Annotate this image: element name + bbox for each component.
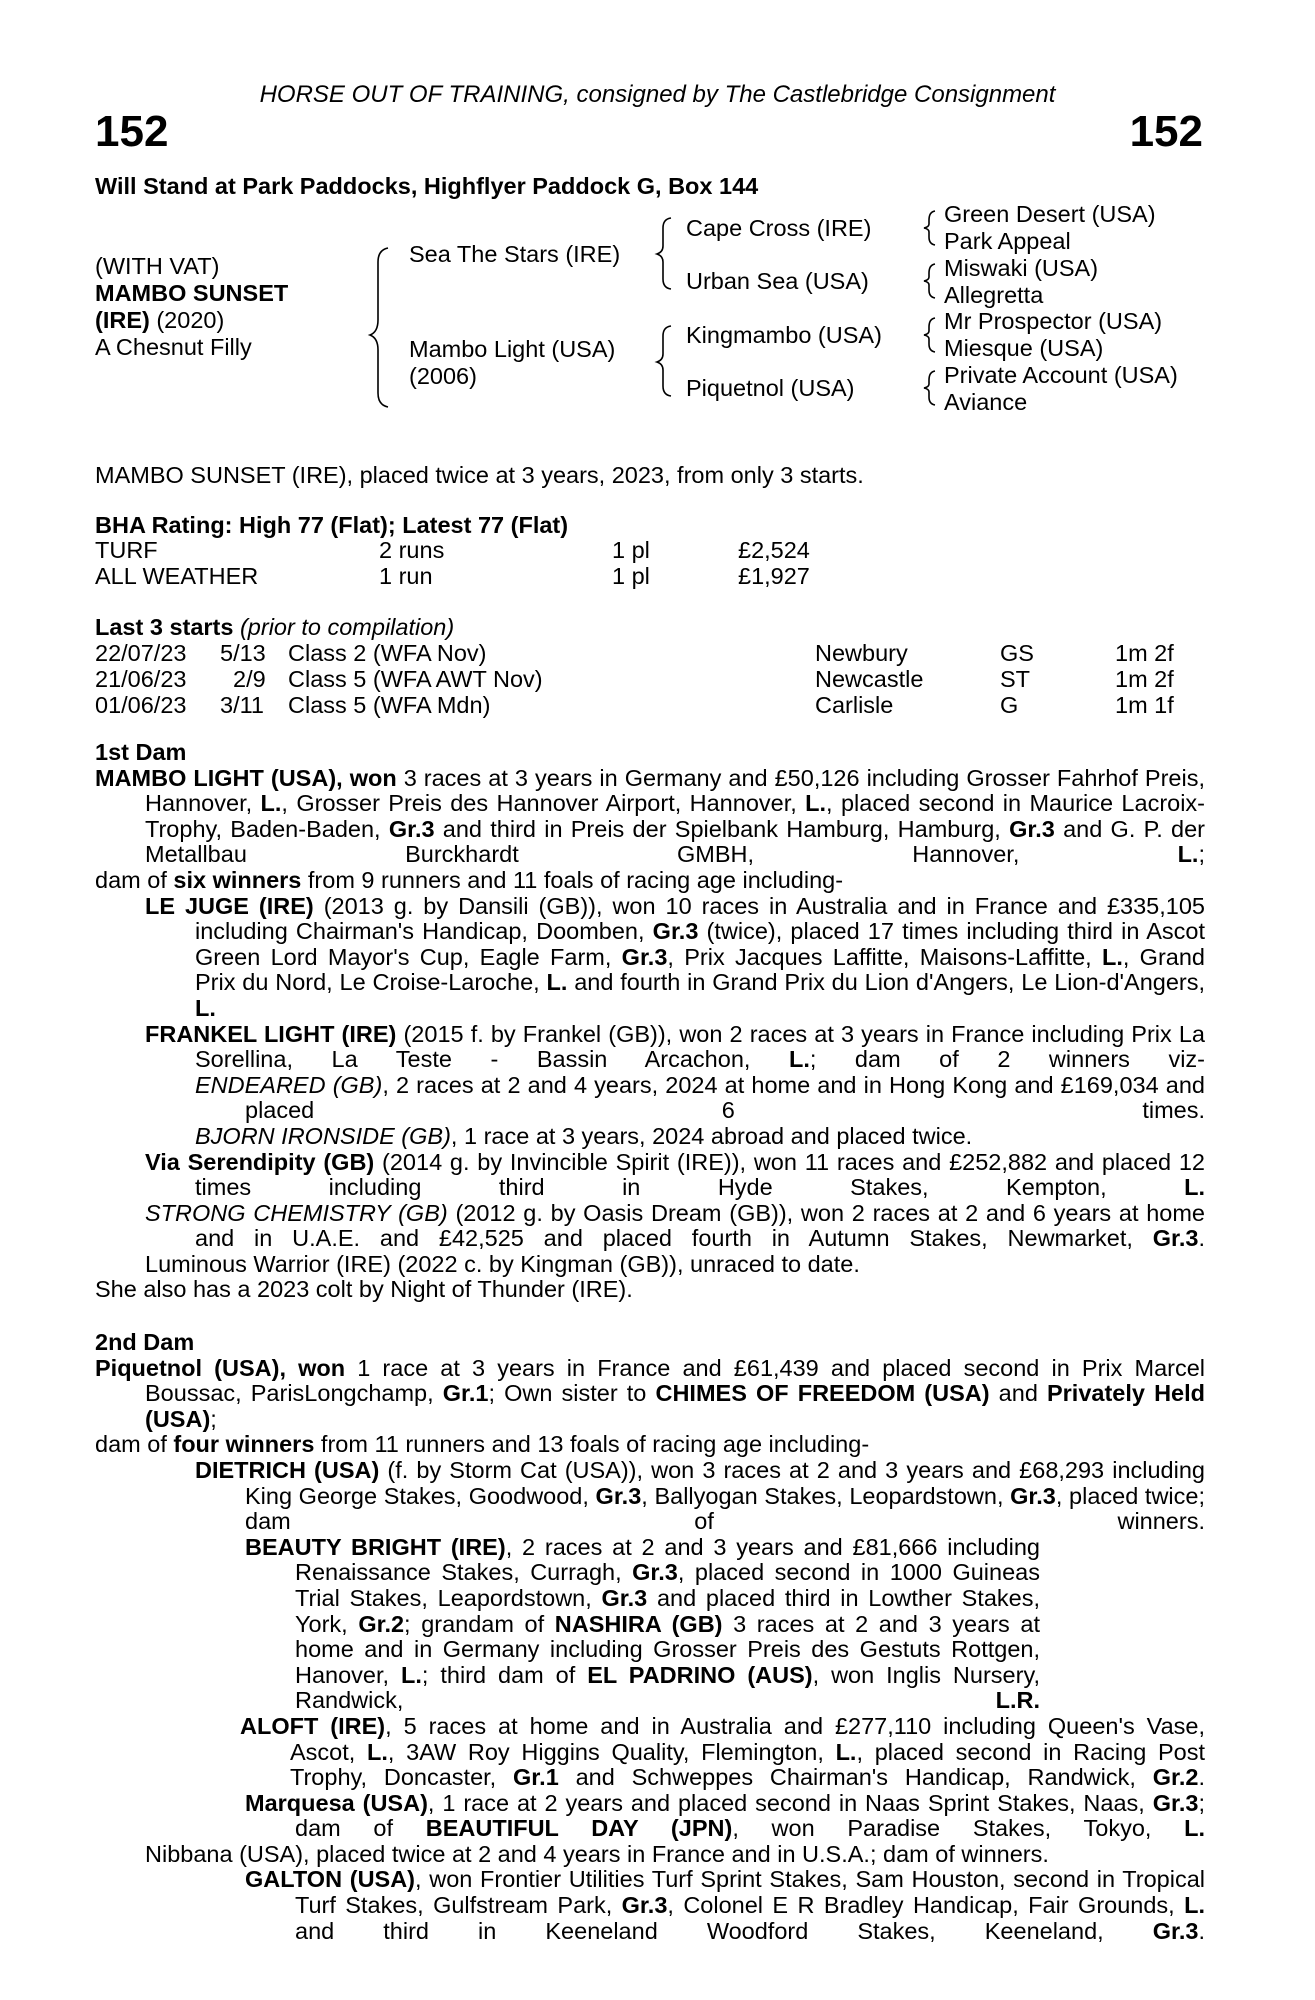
rating-prize: £2,524 [738, 537, 810, 563]
produce-beauty-bright: BEAUTY BRIGHT (IRE), 2 races at 2 and 3 years and £81,666 including Renaissance Stakes, Curragh, Gr.3, placed second in 1000 Guineas Trial Stakes, Leapordstown, Gr.3 and placed third in Lowther Stakes, York, Gr.2; grandam of NASHIRA (GB) 3 races at 2 and 3 years at home and in Germany including Grosser Preis des Gestuts Rottgen, Hanover, L.; third dam of EL PADRINO (AUS), won Inglis Nursery, Randwick, L.R. [245, 1533, 1040, 1714]
dam-dam: Piquetnol (USA) [686, 375, 855, 401]
brace-urban-sea [924, 264, 935, 298]
second-dam-produce-summary: dam of four winners from 11 runners and 13 foals of racing age including- [95, 1431, 870, 1458]
start-going: ST [1000, 666, 1031, 692]
start-position: 3/11 [220, 692, 264, 718]
brace-cape-cross [924, 211, 935, 245]
dam-year: (2006) [409, 363, 477, 389]
brace-sire [657, 218, 671, 289]
rating-runs: 2 runs [379, 537, 445, 563]
rating-title: BHA Rating: High 77 (Flat); Latest 77 (Flat) [95, 512, 569, 538]
rating-placed: 1 pl [612, 563, 650, 589]
start-going: G [1000, 692, 1019, 718]
start-race: Class 2 (WFA Nov) [288, 640, 487, 666]
consignment-line: HORSE OUT OF TRAINING, consigned by The Castlebridge Consignment [259, 81, 1056, 108]
first-dam-section [95, 740, 1205, 1303]
second-dam-section [95, 1330, 1205, 1944]
produce-strong-chemistry: STRONG CHEMISTRY (GB) (2012 g. by Oasis Dream (GB)), won 2 races at 2 and 6 years at home and in U.A.E. and £42,525 and placed fourth in Autumn Stakes, Newmarket, Gr.3. [145, 1199, 1206, 1252]
brace-dam [657, 326, 671, 396]
horse-name: MAMBO SUNSET [95, 280, 289, 306]
brace-piquetnol [924, 371, 935, 405]
g3-3: Miswaki (USA) [944, 255, 1099, 281]
start-going: GS [1000, 640, 1034, 666]
sire-dam: Urban Sea (USA) [686, 268, 869, 294]
produce-le-juge: LE JUGE (IRE) (2013 g. by Dansili (GB)), won 10 races in Australia and in France and £335,105 including Chairman's Handicap, Doomben, Gr.3 (twice), placed 17 times including third in Ascot Green Lord Mayor's Cup, Eagle Farm, Gr.3, Prix Jacques Laffitte, Maisons-Laffitte, L., Grand Prix du Nord, Le Croise-Laroche, L. and fourth in Grand Prix du Lion d'Angers, Le Lion-d'Angers, L. [145, 892, 1206, 1021]
produce-galton: GALTON (USA), won Frontier Utilities Turf Sprint Stakes, Sam Houston, second in Tropical Turf Stakes, Gulfstream Park, Gr.3, Colonel E R Bradley Handicap, Fair Grounds, L. and third in Keeneland Woodford Stakes, Keeneland, Gr.3. [245, 1866, 1205, 1944]
start-course: Carlisle [815, 692, 894, 718]
rating-surface: ALL WEATHER [95, 563, 259, 589]
second-dam-heading: 2nd Dam [95, 1329, 195, 1355]
race-summary: MAMBO SUNSET (IRE), placed twice at 3 years, 2023, from only 3 starts. [95, 462, 864, 488]
start-position: 2/9 [233, 666, 266, 692]
second-dam-record: Piquetnol (USA), won 1 race at 3 years in France and £61,439 and placed second in Prix Marcel Boussac, ParisLongchamp, Gr.1; Own sister to CHIMES OF FREEDOM (USA) and Privately Held (USA); [95, 1354, 1206, 1432]
start-course: Newbury [815, 640, 908, 666]
produce-endeared: ENDEARED (GB), 2 races at 2 and 4 years, 2024 at home and in Hong Kong and £169,034 and placed 6 times. [195, 1071, 1206, 1124]
start-distance: 1m 1f [1115, 692, 1174, 718]
last-starts-note: (prior to compilation) [233, 614, 455, 640]
rating-surface: TURF [95, 537, 158, 563]
produce-dietrich: DIETRICH (USA) (f. by Storm Cat (USA)), won 3 races at 2 and 3 years and £68,293 including King George Stakes, Goodwood, Gr.3, Ballyogan Stakes, Leopardstown, Gr.3, placed twice; dam of winners. [195, 1456, 1205, 1535]
start-race: Class 5 (WFA Mdn) [288, 692, 491, 718]
g3-7: Private Account (USA) [944, 362, 1178, 388]
g3-6: Miesque (USA) [944, 335, 1104, 361]
produce-bjorn-ironside: BJORN IRONSIDE (GB), 1 race at 3 years, 2024 abroad and placed twice. [195, 1122, 973, 1149]
last-starts-title: Last 3 starts [95, 614, 234, 640]
produce-via-serendipity: Via Serendipity (GB) (2014 g. by Invincible Spirit (IRE)), won 11 races and £252,882 and placed 12 times including third in Hyde Stakes, Kempton, L. [145, 1148, 1205, 1201]
first-dam-heading: 1st Dam [95, 739, 187, 765]
horse-country: (IRE) [95, 307, 150, 333]
stand-location: Will Stand at Park Paddocks, Highflyer Paddock G, Box 144 [95, 173, 759, 199]
produce-frankel-light: FRANKEL LIGHT (IRE) (2015 f. by Frankel (GB)), won 2 races at 3 years in France including Prix La Sorellina, La Teste - Bassin Arcachon, L.; dam of 2 winners viz- [145, 1020, 1205, 1073]
brace-kingmambo [924, 318, 935, 352]
start-distance: 1m 2f [1115, 666, 1174, 692]
g3-8: Aviance [944, 389, 1028, 415]
sire-name: Sea The Stars (IRE) [409, 241, 621, 267]
g3-2: Park Appeal [944, 228, 1071, 254]
produce-luminous-warrior: Luminous Warrior (IRE) (2022 c. by Kingman (GB)), unraced to date. [145, 1250, 860, 1277]
brace-main [370, 248, 388, 407]
rating-placed: 1 pl [612, 537, 650, 563]
start-date: 01/06/23 [95, 692, 187, 718]
start-race: Class 5 (WFA AWT Nov) [288, 666, 543, 692]
last-starts-heading [95, 614, 454, 640]
produce-nibbana: Nibbana (USA), placed twice at 2 and 4 years in France and in U.S.A.; dam of winners. [145, 1840, 1049, 1867]
g3-4: Allegretta [944, 282, 1044, 308]
g3-5: Mr Prospector (USA) [944, 308, 1163, 334]
start-date: 22/07/23 [95, 640, 187, 666]
rating-prize: £1,927 [738, 563, 810, 589]
lot-number-right: 152 [1129, 107, 1203, 156]
start-course: Newcastle [815, 666, 924, 692]
sire-sire: Cape Cross (IRE) [686, 215, 872, 241]
dam-sire: Kingmambo (USA) [686, 322, 882, 348]
vat-note: (WITH VAT) [95, 253, 220, 279]
horse-description: A Chesnut Filly [95, 334, 252, 360]
start-distance: 1m 2f [1115, 640, 1174, 666]
horse-year: (2020) [149, 307, 225, 333]
first-dam-produce-summary: dam of six winners from 9 runners and 11 foals of racing age including- [95, 866, 844, 893]
produce-aloft: ALOFT (IRE), 5 races at home and in Australia and £277,110 including Queen's Vase, Ascot, L., 3AW Roy Higgins Quality, Flemington, L., placed second in Racing Post Trophy, Doncaster, Gr.1 and Schweppes Chairman's Handicap, Randwick, Gr.2. [240, 1712, 1206, 1791]
rating-runs: 1 run [379, 563, 433, 589]
first-dam-colt-note: She also has a 2023 colt by Night of Thunder (IRE). [95, 1276, 633, 1303]
start-position: 5/13 [220, 640, 266, 666]
first-dam-record: MAMBO LIGHT (USA), won 3 races at 3 years in Germany and £50,126 including Grosser Fahrhof Preis, Hannover, L., Grosser Preis des Hannover Airport, Hannover, L., placed second in Maurice Lacroix-Trophy, Baden-Baden, Gr.3 and third in Preis der Spielbank Hamburg, Hamburg, Gr.3 and G. P. der Metallbau Burckhardt GMBH, Hannover, L.; [95, 764, 1206, 868]
g3-1: Green Desert (USA) [944, 201, 1156, 227]
lot-number-left: 152 [95, 107, 169, 156]
produce-marquesa: Marquesa (USA), 1 race at 2 years and placed second in Naas Sprint Stakes, Naas, Gr.3; dam of BEAUTIFUL DAY (JPN), won Paradise Stakes, Tokyo, L. [245, 1789, 1206, 1842]
dam-name: Mambo Light (USA) [409, 336, 616, 362]
start-date: 21/06/23 [95, 666, 187, 692]
